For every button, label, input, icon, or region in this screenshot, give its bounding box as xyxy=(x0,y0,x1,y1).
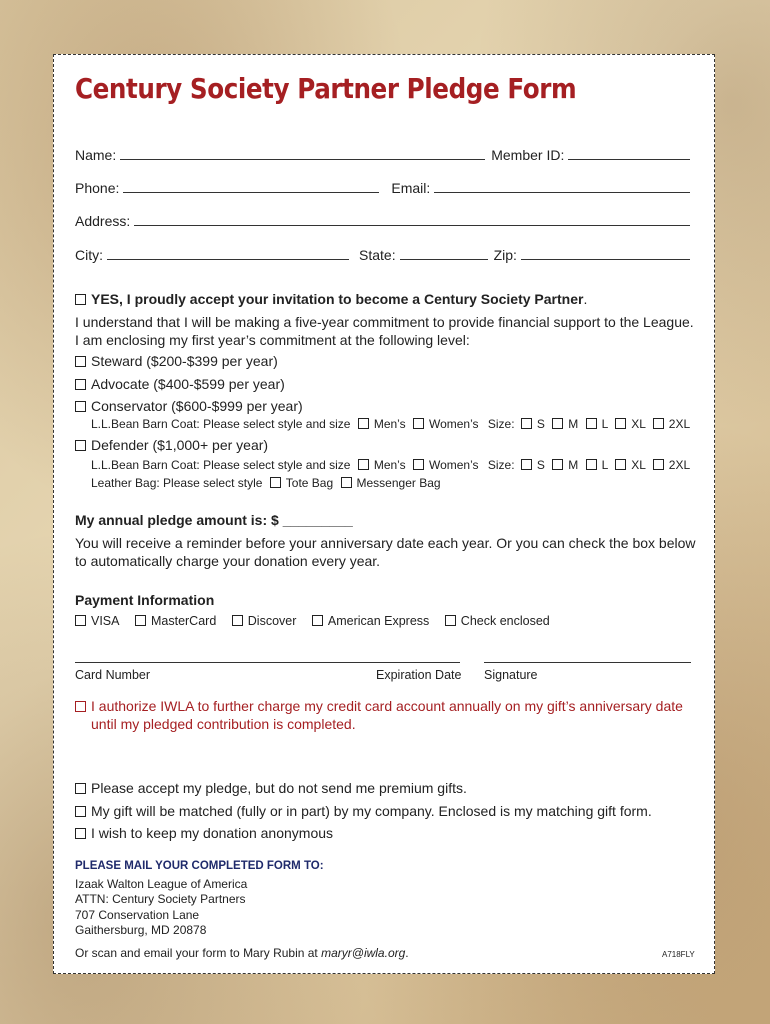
defender-label: Defender ($1,000+ per year) xyxy=(91,437,269,453)
signature-field[interactable] xyxy=(484,662,691,663)
payment-methods xyxy=(75,614,562,628)
reminder-line-2: to automatically charge your donation every year. xyxy=(75,553,381,569)
authorize-line-1 xyxy=(75,698,683,714)
level-conservator xyxy=(75,398,303,414)
address-row xyxy=(75,213,690,229)
conservator-size-m-checkbox[interactable] xyxy=(552,418,563,429)
accept-heading-text: YES, I proudly accept your invitation to become a Century Society Partner xyxy=(91,291,584,307)
mail-line-1: Izaak Walton League of America xyxy=(75,877,248,891)
option-anonymous xyxy=(75,825,333,841)
state-field[interactable] xyxy=(400,247,488,260)
tote-bag-label: Tote Bag xyxy=(285,476,334,490)
steward-checkbox[interactable] xyxy=(75,356,86,367)
address-field[interactable] xyxy=(134,213,690,226)
defender-womens-checkbox[interactable] xyxy=(413,459,424,470)
member-id-field[interactable] xyxy=(568,147,690,160)
expiration-label: Expiration Date xyxy=(376,668,462,682)
payment-heading: Payment Information xyxy=(75,592,215,608)
conservator-womens-checkbox[interactable] xyxy=(413,418,424,429)
mail-line-2: ATTN: Century Society Partners xyxy=(75,892,246,906)
mens-label: Men’s xyxy=(373,458,406,472)
name-field[interactable] xyxy=(120,147,485,160)
defender-coat-options xyxy=(91,458,690,472)
zip-label: Zip: xyxy=(493,247,517,263)
mail-line-3: 707 Conservation Lane xyxy=(75,908,200,922)
email-field[interactable] xyxy=(434,180,690,193)
pledge-amount-label[interactable]: My annual pledge amount is: $ _________ xyxy=(75,512,353,528)
size-label: Size: xyxy=(487,458,515,472)
amex-label: American Express xyxy=(327,614,430,628)
city-field[interactable] xyxy=(107,247,349,260)
defender-checkbox[interactable] xyxy=(75,440,86,451)
discover-label: Discover xyxy=(247,614,297,628)
mastercard-label: MasterCard xyxy=(150,614,217,628)
accept-line-1: I understand that I will be making a five-year commitment to provide financial support to the League. xyxy=(75,314,694,330)
bag-options xyxy=(91,476,441,490)
conservator-size-xl-checkbox[interactable] xyxy=(615,418,626,429)
size-label: Size: xyxy=(487,417,515,431)
email-label: Email: xyxy=(391,180,431,196)
womens-label: Women’s xyxy=(428,458,479,472)
level-advocate xyxy=(75,376,285,392)
accept-checkbox[interactable] xyxy=(75,294,86,305)
visa-label: VISA xyxy=(91,614,120,628)
accept-heading-period: . xyxy=(583,291,588,307)
size-s: S xyxy=(536,417,545,431)
email-suffix: . xyxy=(405,946,409,960)
anonymous-label: I wish to keep my donation anonymous xyxy=(91,825,334,841)
name-row xyxy=(75,147,690,163)
mail-heading: PLEASE MAIL YOUR COMPLETED FORM TO: xyxy=(75,860,324,872)
level-defender xyxy=(75,437,268,453)
accept-heading xyxy=(75,291,587,307)
option-no-gifts xyxy=(75,780,467,796)
coat-label: L.L.Bean Barn Coat: Please select style and size xyxy=(91,417,351,431)
tote-bag-checkbox[interactable] xyxy=(270,477,281,488)
coat-label: L.L.Bean Barn Coat: Please select style and size xyxy=(91,458,351,472)
steward-label: Steward ($200-$399 per year) xyxy=(91,353,278,369)
option-matched xyxy=(75,803,652,819)
mail-line-4: Gaithersburg, MD 20878 xyxy=(75,923,207,937)
matched-label: My gift will be matched (fully or in part) by my company. Enclosed is my matching gift form. xyxy=(91,803,652,819)
zip-field[interactable] xyxy=(521,247,690,260)
conservator-label: Conservator ($600-$999 per year) xyxy=(91,398,303,414)
defender-size-l-checkbox[interactable] xyxy=(586,459,597,470)
advocate-label: Advocate ($400-$599 per year) xyxy=(91,376,285,392)
level-steward xyxy=(75,353,278,369)
city-label: City: xyxy=(75,247,103,263)
address-label: Address: xyxy=(75,213,131,229)
size-xl: XL xyxy=(631,417,646,431)
conservator-size-l-checkbox[interactable] xyxy=(586,418,597,429)
check-enclosed-checkbox[interactable] xyxy=(445,615,456,626)
amex-checkbox[interactable] xyxy=(312,615,323,626)
conservator-size-s-checkbox[interactable] xyxy=(521,418,532,429)
phone-row xyxy=(75,180,690,196)
no-gifts-checkbox[interactable] xyxy=(75,783,86,794)
size-2xl: 2XL xyxy=(668,417,691,431)
card-number-label: Card Number xyxy=(75,668,151,682)
size-l: L xyxy=(601,458,608,472)
size-m: M xyxy=(568,458,579,472)
messenger-bag-checkbox[interactable] xyxy=(341,477,352,488)
reminder-line-1: You will receive a reminder before your anniversary date each year. Or you can check the box below xyxy=(75,535,696,551)
email-link[interactable]: maryr@iwla.org xyxy=(321,946,406,960)
conservator-coat-options xyxy=(91,417,690,431)
anonymous-checkbox[interactable] xyxy=(75,828,86,839)
name-label: Name: xyxy=(75,147,117,163)
womens-label: Women’s xyxy=(428,417,479,431)
city-row xyxy=(75,247,690,263)
mens-label: Men’s xyxy=(373,417,406,431)
accept-line-2: I am enclosing my first year’s commitment at the following level: xyxy=(75,332,470,348)
mastercard-checkbox[interactable] xyxy=(135,615,146,626)
matched-checkbox[interactable] xyxy=(75,806,86,817)
size-xl: XL xyxy=(631,458,646,472)
advocate-checkbox[interactable] xyxy=(75,379,86,390)
bag-label: Leather Bag: Please select style xyxy=(91,476,263,490)
size-2xl: 2XL xyxy=(668,458,691,472)
discover-checkbox[interactable] xyxy=(232,615,243,626)
state-label: State: xyxy=(359,247,396,263)
card-number-field[interactable] xyxy=(75,662,460,663)
conservator-mens-checkbox[interactable] xyxy=(358,418,369,429)
defender-size-m-checkbox[interactable] xyxy=(552,459,563,470)
defender-size-xl-checkbox[interactable] xyxy=(615,459,626,470)
messenger-bag-label: Messenger Bag xyxy=(356,476,441,490)
size-l: L xyxy=(601,417,608,431)
check-enclosed-label: Check enclosed xyxy=(460,614,550,628)
visa-checkbox[interactable] xyxy=(75,615,86,626)
form-code: A718FLY xyxy=(662,950,695,959)
authorize-checkbox[interactable] xyxy=(75,701,86,712)
conservator-checkbox[interactable] xyxy=(75,401,86,412)
form-title: Century Society Partner Pledge Form xyxy=(75,72,577,105)
email-prefix: Or scan and email your form to Mary Rubin at xyxy=(75,946,322,960)
defender-size-2xl-checkbox[interactable] xyxy=(653,459,664,470)
defender-size-s-checkbox[interactable] xyxy=(521,459,532,470)
signature-label: Signature xyxy=(484,668,538,682)
conservator-size-2xl-checkbox[interactable] xyxy=(653,418,664,429)
no-gifts-label: Please accept my pledge, but do not send me premium gifts. xyxy=(91,780,467,796)
defender-mens-checkbox[interactable] xyxy=(358,459,369,470)
size-m: M xyxy=(568,417,579,431)
authorize-text: I authorize IWLA to further charge my credit card account annually on my gift’s anniversary date xyxy=(91,698,683,714)
authorize-line-2: until my pledged contribution is completed. xyxy=(91,716,356,732)
size-s: S xyxy=(536,458,545,472)
member-id-label: Member ID: xyxy=(491,147,565,163)
phone-label: Phone: xyxy=(75,180,120,196)
email-instruction xyxy=(75,946,409,960)
phone-field[interactable] xyxy=(123,180,379,193)
